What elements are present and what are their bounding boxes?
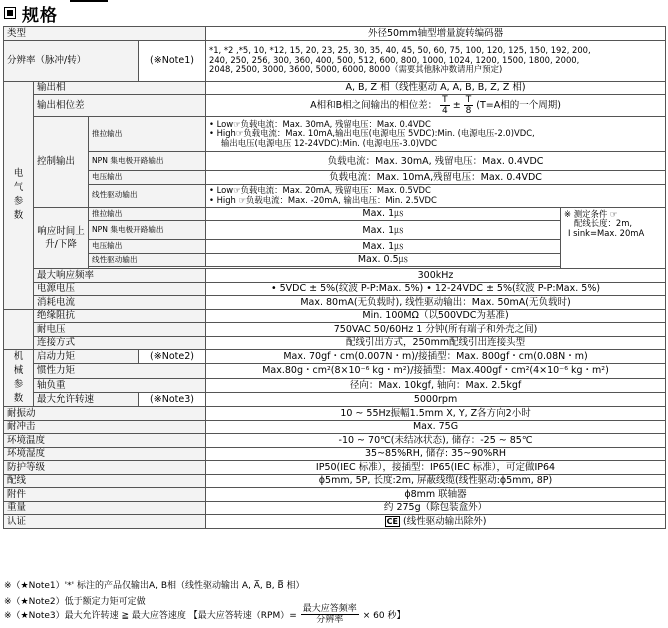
row-control-voltage	[4, 171, 666, 185]
footnote-3-post: × 60 秒】	[362, 611, 406, 621]
row-shock	[4, 420, 666, 434]
current-label: 消耗电流	[34, 296, 206, 310]
row-protection	[4, 461, 666, 475]
wiring-value: ϕ5mm, 5P, 长度:2m, 屏蔽线缆(线性驱动:ϕ5mm, 8P)	[206, 474, 666, 488]
certification-label: 认证	[4, 515, 206, 529]
pushpull-line: 输出电压(电源电压 12-24VDC):Min. (电源电压-3.0)VDC	[221, 137, 437, 148]
electrical-group-tail	[4, 309, 34, 350]
header-underline	[70, 0, 108, 2]
row-max-freq	[4, 269, 666, 283]
voltage-value: 负载电流：Max. 10mA,残留电压：Max. 0.4VDC	[206, 171, 666, 185]
max-speed-value: 5000rpm	[206, 392, 666, 406]
row-power	[4, 282, 666, 296]
bullet-square-icon	[4, 7, 16, 19]
shaft-load-label: 轴负重	[34, 378, 206, 392]
footnote-3-pre: ※（★Note3）最大允许转速 ≧ 最大应答速度 【最大应答转速（RPM）=	[4, 611, 297, 621]
power-label: 电源电压	[34, 282, 206, 296]
npn-value: 负载电流：Max. 30mA, 残留电压：Max. 0.4VDC	[206, 152, 666, 171]
footnote-2: ※（★Note2）低于额定力矩可定做	[4, 597, 146, 607]
accessory-label: 附件	[4, 488, 206, 502]
pushpull-values	[206, 117, 666, 152]
response-item-value: Max. 1㎲	[206, 221, 561, 240]
response-label: 响应时间上升/下降	[34, 207, 89, 269]
linedriver-line: • High ☞负载电流：Max. -20mA, 输出电压：Min. 2.5VDC	[209, 194, 437, 205]
phase-diff-post: (T=A相的一个周期)	[476, 100, 561, 111]
certification-value	[206, 515, 666, 529]
frac-num: T	[442, 95, 448, 105]
row-withstand	[4, 323, 666, 337]
shock-label: 耐冲击	[4, 420, 206, 434]
weight-value: 约 275g（除包装盒外）	[206, 501, 666, 515]
row-torque	[4, 350, 666, 364]
connection-value: 配线引出方式，250mm配线引出连接头型	[206, 336, 666, 350]
insulation-value: Min. 100MΩ（以500VDC为基准)	[206, 309, 666, 323]
row-inertia	[4, 364, 666, 378]
pushpull-label: 推拉输出	[89, 117, 206, 152]
protection-label: 防护等级	[4, 461, 206, 475]
resolution-label: 分辨率（脉冲/转）	[4, 40, 139, 81]
current-value: Max. 80mA(无负载时), 线性驱动输出：Max. 50mA(无负载时)	[206, 296, 666, 310]
response-item-label: NPN 集电极开路输出	[89, 221, 206, 240]
insulation-label: 绝缘阻抗	[34, 309, 206, 323]
condition-line: 配线长度：2m,	[574, 218, 633, 228]
electrical-group-text: 电气参数	[13, 168, 24, 221]
accessory-value: ϕ8mm 联轴器	[206, 488, 666, 502]
torque-value: Max. 70gf・cm(0.007N・m)/接插型：Max. 800gf・cm(0.08N・m)	[206, 350, 666, 364]
type-label: 类型	[4, 27, 206, 41]
max-freq-value: 300kHz	[206, 269, 666, 283]
electrical-group-label	[4, 81, 34, 309]
resolution-note: (※Note1)	[139, 40, 206, 81]
weight-label: 重量	[4, 501, 206, 515]
fraction-t8	[464, 95, 474, 116]
footnote-3	[4, 604, 406, 625]
row-temperature	[4, 434, 666, 448]
rpm-fraction-num: 最大应答频率	[302, 604, 357, 614]
ce-mark-icon: CE	[386, 516, 398, 526]
type-value: 外径50mm轴型增量旋转编码器	[206, 27, 666, 41]
response-item-value: Max. 0.5㎲	[206, 253, 561, 267]
temperature-value: -10 ~ 70℃(未结冰状态), 储存：-25 ~ 85℃	[206, 434, 666, 448]
shaft-load-value: 径向：Max. 10kgf, 轴向：Max. 2.5kgf	[206, 378, 666, 392]
shock-value: Max. 75G	[206, 420, 666, 434]
torque-note: (※Note2)	[139, 350, 206, 364]
frac-den: 4	[442, 106, 448, 116]
max-speed-label: 最大允许转速	[34, 392, 139, 406]
row-response-1	[4, 207, 666, 221]
connection-label: 连接方式	[34, 336, 206, 350]
linedriver-line: • Low☞负载电流：Max. 20mA, 残留电压：Max. 0.5VDC	[209, 185, 431, 195]
row-humidity	[4, 447, 666, 461]
response-item-label: 线性驱动输出	[89, 253, 206, 267]
plus-minus: ±	[452, 100, 461, 111]
temperature-label: 环境温度	[4, 434, 206, 448]
resolution-line: 2048, 2500, 3000, 3600, 5000, 6000, 8000（需要其他脉冲数请用户预定)	[209, 64, 503, 75]
max-speed-note: (※Note3)	[139, 392, 206, 406]
phase-diff-value	[206, 95, 666, 117]
protection-value: IP50(IEC 标准），接插型：IP65(IEC 标准），可定做IP64	[206, 461, 666, 475]
response-condition	[561, 207, 666, 269]
output-phase-value: A, B, Z 相（线性驱动 A, A̅, B, B̅, Z, Z̅ 相)	[206, 81, 666, 95]
pushpull-line: • Low☞负载电流：Max. 30mA, 残留电压：Max. 0.4VDC	[209, 118, 431, 129]
mechanical-group-label	[4, 350, 34, 407]
phase-diff-pre: A相和B相之间输出的相位差：	[310, 100, 438, 111]
vibration-label: 耐振动	[4, 407, 206, 421]
condition-line: I sink=Max. 20mA	[568, 227, 645, 238]
phase-diff-label: 输出相位差	[34, 95, 206, 117]
voltage-label: 电压输出	[89, 171, 206, 185]
response-item-label: 推拉输出	[89, 207, 206, 221]
row-certification	[4, 515, 666, 529]
section-title: 规格	[22, 5, 58, 26]
row-current	[4, 296, 666, 310]
row-control-npn	[4, 152, 666, 171]
response-item-value: Max. 1㎲	[206, 207, 561, 221]
pushpull-line: • High☞负载电流：Max. 10mA,输出电压(电源电压 5VDC):Min. (电源电压-2.0)VDC,	[209, 128, 535, 139]
rpm-fraction	[301, 604, 359, 625]
row-output-phase	[4, 81, 666, 95]
resolution-line: *1, *2 ,*5, 10, *12, 15, 20, 23, 25, 30, 35, 40, 45, 50, 60, 75, 100, 120, 125, 150, 192, 200,	[209, 45, 591, 56]
row-shaft-load	[4, 378, 666, 392]
humidity-value: 35~85%RH, 储存: 35~90%RH	[206, 447, 666, 461]
withstand-label: 耐电压	[34, 323, 206, 337]
mechanical-group-text: 机械参数	[13, 351, 24, 404]
max-freq-label: 最大响应频率	[34, 269, 206, 283]
row-control-linedriver	[4, 184, 666, 207]
certification-text: (线性驱动输出除外)	[403, 515, 487, 527]
row-type	[4, 27, 666, 41]
row-resolution	[4, 40, 666, 81]
humidity-label: 环境湿度	[4, 447, 206, 461]
row-insulation	[4, 309, 666, 323]
row-accessory	[4, 488, 666, 502]
response-item-value: Max. 1㎲	[206, 240, 561, 254]
row-control-pushpull	[4, 117, 666, 152]
output-phase-label: 输出相	[34, 81, 206, 95]
wiring-label: 配线	[4, 474, 206, 488]
condition-line: ※ 测定条件 ☞	[564, 208, 618, 219]
inertia-label: 惯性力矩	[34, 364, 206, 378]
row-weight	[4, 501, 666, 515]
power-value: • 5VDC ± 5%(纹波 P-P:Max. 5%) • 12-24VDC ± 5%(纹波 P-P:Max. 5%)	[206, 282, 666, 296]
resolution-line: 240, 250, 256, 300, 360, 400, 500, 512, 600, 800, 1000, 1024, 1200, 1500, 1800, 2000,	[209, 54, 580, 65]
linedriver-values	[206, 184, 666, 207]
linedriver-label: 线性驱动输出	[89, 184, 206, 207]
response-item-label: 电压输出	[89, 240, 206, 254]
resolution-values	[206, 40, 666, 81]
control-output-label: 控制输出	[34, 117, 89, 208]
withstand-value: 750VAC 50/60Hz 1 分钟(所有端子和外壳之间)	[206, 323, 666, 337]
row-wiring	[4, 474, 666, 488]
spec-table	[3, 26, 666, 529]
rpm-fraction-den: 分辨率	[316, 615, 344, 625]
row-phase-diff	[4, 95, 666, 117]
inertia-value: Max.80g・cm²(8×10⁻⁶ kg・m²)/接插型：Max.400gf・cm²(4×10⁻⁶ kg・m²)	[206, 364, 666, 378]
frac-num: T	[465, 95, 472, 105]
row-vibration	[4, 407, 666, 421]
row-connection	[4, 336, 666, 350]
frac-den: 8	[465, 106, 472, 116]
section-header	[4, 0, 58, 26]
torque-label: 启动力矩	[34, 350, 139, 364]
row-max-speed	[4, 392, 666, 406]
footnote-1: ※（★Note1）'*' 标注的产品仅输出A, B相（线性驱动输出 A, A̅, B, B̅ 相）	[4, 581, 305, 591]
vibration-value: 10 ~ 55Hz振幅1.5mm X, Y, Z各方向2小时	[206, 407, 666, 421]
npn-label: NPN 集电极开路输出	[89, 152, 206, 171]
fraction-t4	[440, 95, 450, 116]
